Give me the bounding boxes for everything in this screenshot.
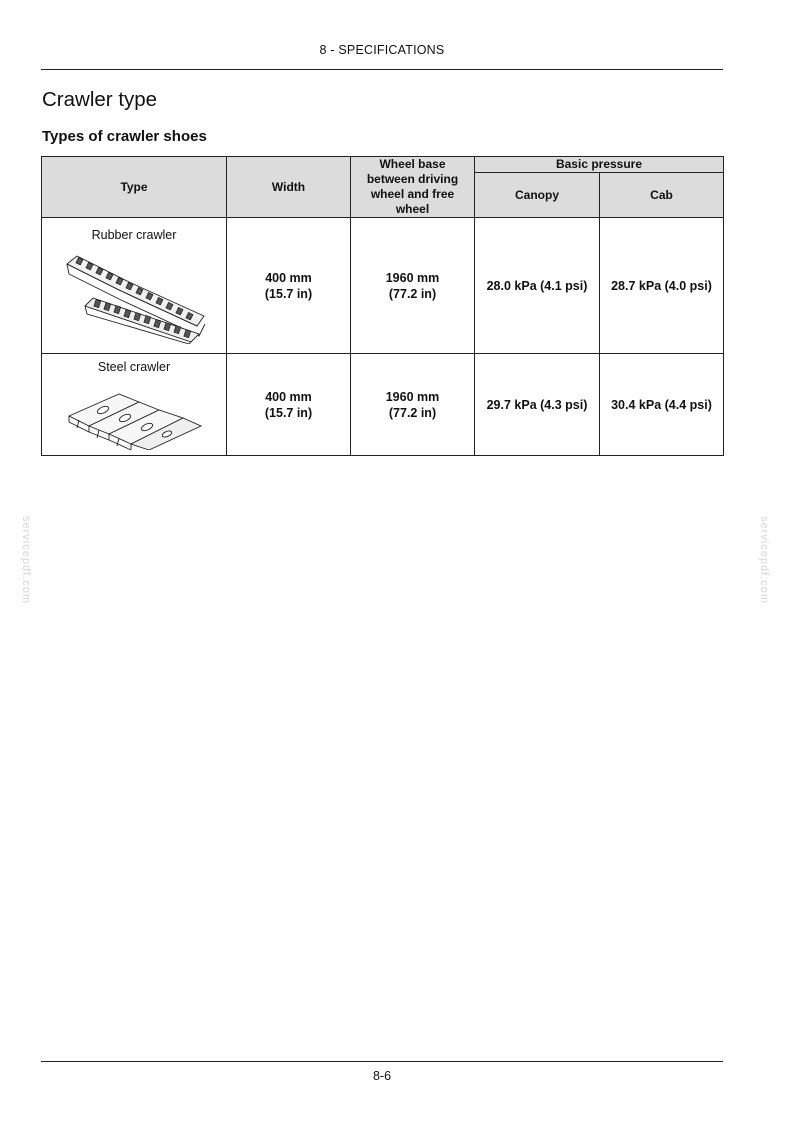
header-rule bbox=[41, 69, 723, 70]
page-number: 8-6 bbox=[372, 1069, 392, 1083]
cab-pressure-cell: 28.7 kPa (4.0 psi) bbox=[600, 218, 724, 354]
canopy-pressure-cell: 28.0 kPa (4.1 psi) bbox=[475, 218, 600, 354]
section-title: Crawler type bbox=[42, 88, 158, 111]
canopy-pressure-cell: 29.7 kPa (4.3 psi) bbox=[475, 354, 600, 456]
wheel-base-in: (77.2 in) bbox=[388, 405, 437, 420]
header-width: Width bbox=[227, 157, 351, 218]
width-in: (15.7 in) bbox=[264, 286, 313, 301]
type-cell-rubber bbox=[42, 218, 227, 354]
crawler-shoes-table bbox=[41, 156, 724, 456]
table-row bbox=[42, 354, 724, 456]
wheel-base-in: (77.2 in) bbox=[388, 286, 437, 301]
rubber-crawler-illustration bbox=[59, 244, 209, 344]
type-label: Steel crawler bbox=[97, 359, 171, 374]
watermark-left: servicepdf.com bbox=[20, 516, 32, 604]
header-wheel-base bbox=[351, 157, 475, 218]
running-header: 8 - SPECIFICATIONS bbox=[319, 43, 445, 57]
width-cell bbox=[227, 218, 351, 354]
table-row bbox=[42, 218, 724, 354]
header-type: Type bbox=[42, 157, 227, 218]
header-cab: Cab bbox=[600, 173, 724, 218]
header-wheel-base-text: Wheel base between driving wheel and free wheel bbox=[366, 157, 459, 216]
type-cell-steel bbox=[42, 354, 227, 456]
wheel-base-cell bbox=[351, 218, 475, 354]
width-mm: 400 mm bbox=[265, 389, 312, 404]
watermark-right: servicepdf.com bbox=[758, 516, 770, 604]
header-basic-pressure: Basic pressure bbox=[475, 157, 724, 173]
width-cell bbox=[227, 354, 351, 456]
header-canopy: Canopy bbox=[475, 173, 600, 218]
wheel-base-mm: 1960 mm bbox=[385, 389, 440, 404]
type-label: Rubber crawler bbox=[91, 227, 177, 242]
subsection-title: Types of crawler shoes bbox=[42, 128, 207, 145]
steel-crawler-illustration bbox=[59, 376, 209, 450]
cab-pressure-cell: 30.4 kPa (4.4 psi) bbox=[600, 354, 724, 456]
wheel-base-cell bbox=[351, 354, 475, 456]
width-in: (15.7 in) bbox=[264, 405, 313, 420]
wheel-base-mm: 1960 mm bbox=[385, 270, 440, 285]
width-mm: 400 mm bbox=[265, 270, 312, 285]
footer-rule bbox=[41, 1061, 723, 1062]
